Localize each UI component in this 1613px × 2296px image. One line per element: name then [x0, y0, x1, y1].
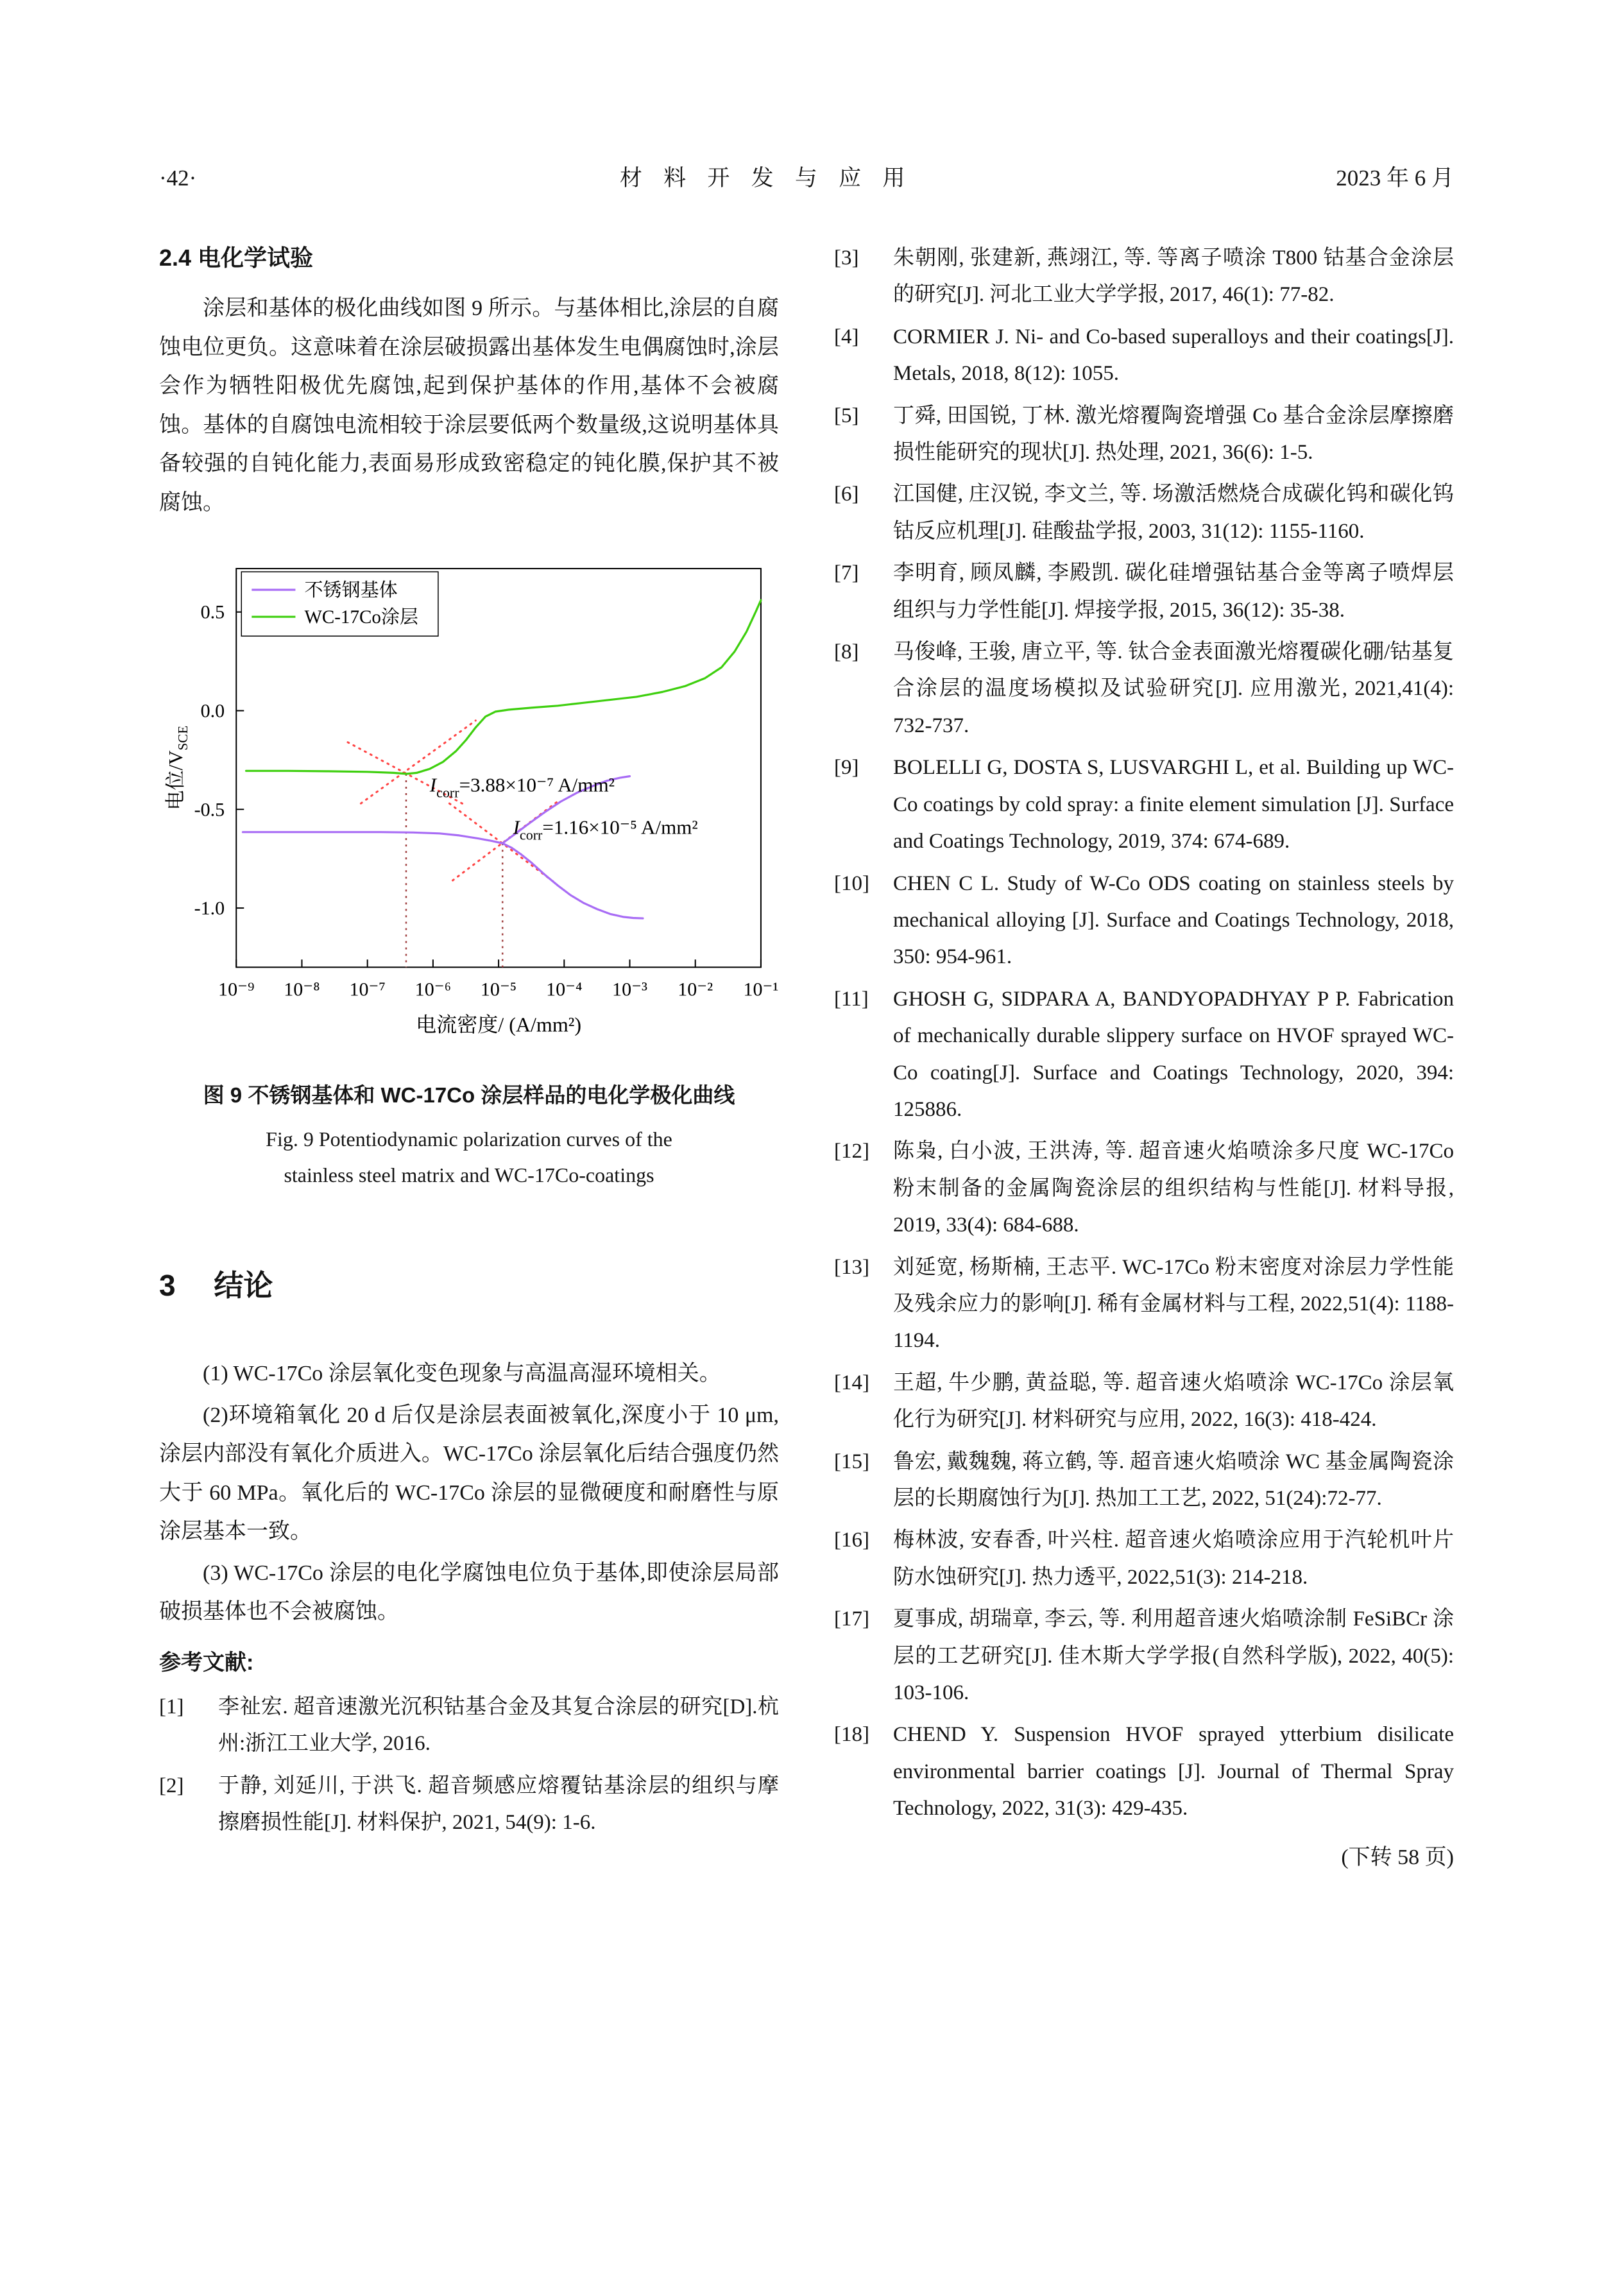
reference-text: CHEN C L. Study of W-Co ODS coating on stainless steels by mechanical alloying [J]. Surface and Coatings Technology, 2018, 350: 954-961.: [893, 871, 1454, 969]
x-tick-label: 10⁻⁴: [546, 978, 583, 1000]
reference-item: [834, 1444, 1454, 1518]
section-2-4-heading: 2.4 电化学试验: [159, 244, 314, 271]
x-tick-label: 10⁻⁹: [218, 978, 255, 1000]
reference-text: CORMIER J. Ni- and Co-based superalloys and their coatings[J]. Metals, 2018, 8(12): 1055.: [893, 325, 1454, 386]
reference-text: BOLELLI G, DOSTA S, LUSVARGHI L, et al. Building up WC-Co coatings by cold spray: a finite element simulation [J]. Surface and Coatings Technology, 2019, 374: 674-689.: [893, 756, 1454, 853]
references-heading: 参考文献:: [159, 1650, 254, 1675]
reference-text: 夏事成, 胡瑞章, 李云, 等. 利用超音速火焰喷涂制 FeSiBCr 涂层的工艺研究[J]. 佳木斯大学学报(自然科学版), 2022, 40(5): 103-106.: [893, 1607, 1454, 1705]
reference-item: [834, 750, 1454, 860]
reference-text: 丁舜, 田国锐, 丁林. 激光熔覆陶瓷增强 Co 基合金涂层摩擦磨损性能研究的现状[J]. 热处理, 2021, 36(6): 1-5.: [893, 404, 1454, 465]
conclusion-3: (3) WC-17Co 涂层的电化学腐蚀电位负于基体,即使涂层局部破损基体也不会被腐蚀。: [159, 1561, 779, 1624]
x-axis-label: 电流密度/ (A/mm²): [416, 1013, 582, 1036]
right-column: [834, 240, 1454, 1871]
reference-text: CHEND Y. Suspension HVOF sprayed ytterbium disilicate environmental barrier coatings [J]. Journal of Thermal Spray Technology, 2022, 31(3): 429-435.: [893, 1723, 1454, 1821]
icorr-annotation: $I_{corr}=3.88\times 10^{-7}$ A/mm²: [429, 773, 615, 801]
reference-text: 刘延宽, 杨斯楠, 王志平. WC-17Co 粉末密度对涂层力学性能及残余应力的影响[J]. 稀有金属材料与工程, 2022,51(4): 1188-1194.: [893, 1255, 1454, 1353]
reference-number: [10]: [834, 871, 869, 895]
reference-number: [7]: [834, 561, 859, 585]
icorr-annotation: $I_{corr}=1.16\times 10^{-5}$ A/mm²: [513, 816, 698, 843]
y-tick-label: -1.0: [194, 897, 225, 920]
x-tick-label: 10⁻⁸: [284, 978, 320, 1000]
issue-date: 2023 年 6 月: [1336, 166, 1454, 191]
reference-item: [834, 1717, 1454, 1827]
reference-number: [15]: [834, 1450, 869, 1473]
reference-text: 梅林波, 安春香, 叶兴柱. 超音速火焰喷涂应用于汽轮机叶片防水蚀研究[J]. 热力透平, 2022,51(3): 214-218.: [893, 1529, 1454, 1589]
reference-text: 陈枭, 白小波, 王洪涛, 等. 超音速火焰喷涂多尺度 WC-17Co 粉末制备的金属陶瓷涂层的组织结构与性能[J]. 材料导报, 2019, 33(4): 684-688.: [893, 1140, 1454, 1237]
x-tick-label: 10⁻⁵: [480, 978, 517, 1000]
reference-item: [834, 1601, 1454, 1711]
polarization-chart: [159, 552, 779, 1060]
left-column: [159, 240, 779, 1871]
section-3-heading: [159, 1262, 779, 1305]
journal-title: 材 料 开 发 与 应 用: [619, 166, 913, 191]
section-3-title: 结论: [214, 1269, 273, 1303]
reference-number: [12]: [834, 1140, 869, 1163]
x-tick-label: 10⁻⁶: [414, 978, 452, 1000]
reference-number: [2]: [159, 1774, 184, 1797]
reference-number: [16]: [834, 1529, 869, 1552]
reference-item: [834, 1249, 1454, 1360]
y-tick-label: 0.0: [200, 699, 225, 722]
reference-number: [3]: [834, 246, 859, 270]
chart-legend: [241, 572, 438, 636]
reference-text: 李明育, 顾凤麟, 李殿凯. 碳化硅增强钴基合金等离子喷焊层组织与力学性能[J]. 焊接学报, 2015, 36(12): 35-38.: [893, 561, 1454, 622]
reference-item: [834, 1522, 1454, 1596]
reference-item: [159, 1768, 779, 1842]
figure-caption-zh: 图 9 不锈钢基体和 WC-17Co 涂层样品的电化学极化曲线: [203, 1083, 735, 1107]
reference-text: 李祉宏. 超音速激光沉积钴基合金及其复合涂层的研究[D].杭州:浙江工业大学, 2016.: [218, 1695, 779, 1756]
reference-number: [5]: [834, 404, 859, 427]
reference-text: GHOSH G, SIDPARA A, BANDYOPADHYAY P P. Fabrication of mechanically durable slippery surface on HVOF sprayed WC-Co coating[J]. Surface and Coatings Technology, 2020, 394: 125886.: [893, 987, 1454, 1121]
y-axis-label: 电位$/V_{SCE}$: [164, 725, 191, 810]
y-tick-label: -0.5: [194, 798, 225, 821]
reference-number: [8]: [834, 640, 859, 664]
conclusion-2: (2)环境箱氧化 20 d 后仅是涂层表面被氧化,深度小于 10 μm,涂层内部没有氧化介质进入。WC-17Co 涂层氧化后结合强度仍然大于 60 MPa。氧化后的 WC-17Co 涂层的显微硬度和耐磨性与原涂层基本一致。: [159, 1403, 779, 1544]
continued-note: (下转 58 页): [1341, 1845, 1454, 1869]
figure-9-caption: [159, 1079, 779, 1194]
reference-item: [834, 1133, 1454, 1244]
x-tick-label: 10⁻⁷: [349, 978, 386, 1000]
reference-number: [11]: [834, 987, 869, 1011]
section-3-number: 3: [159, 1269, 176, 1303]
conclusion-1: (1) WC-17Co 涂层氧化变色现象与高温高湿环境相关。: [203, 1362, 721, 1386]
reference-number: [18]: [834, 1723, 869, 1747]
reference-text: 鲁宏, 戴魏魏, 蒋立鹤, 等. 超音速火焰喷涂 WC 基金属陶瓷涂层的长期腐蚀行为[J]. 热加工工艺, 2022, 51(24):72-77.: [893, 1450, 1454, 1510]
y-tick-label: 0.5: [200, 601, 225, 623]
reference-number: [17]: [834, 1607, 869, 1631]
references-list-left: [159, 1689, 779, 1842]
figure-9: [159, 552, 779, 1193]
reference-item: [834, 1365, 1454, 1439]
section-2-4-paragraph: 涂层和基体的极化曲线如图 9 所示。与基体相比,涂层的自腐蚀电位更负。这意味着在涂层破损露出基体发生电偶腐蚀时,涂层会作为牺牲阳极优先腐蚀,起到保护基体的作用,基体不会被腐蚀。基体的自腐蚀电流相较于涂层要低两个数量级,这说明基体具备较强的自钝化能力,表面易形成致密稳定的钝化膜,保护其不被腐蚀。: [159, 296, 779, 515]
reference-number: [13]: [834, 1255, 869, 1279]
x-tick-label: 10⁻²: [678, 978, 713, 1000]
reference-item: [159, 1689, 779, 1763]
page-number: ·42·: [159, 166, 197, 191]
reference-item: [834, 319, 1454, 393]
two-column-body: [159, 240, 1454, 1871]
reference-number: [1]: [159, 1695, 184, 1719]
x-tick-label: 10⁻¹: [743, 978, 779, 1000]
reference-item: [834, 240, 1454, 314]
reference-number: [6]: [834, 483, 859, 506]
reference-number: [4]: [834, 325, 859, 348]
reference-item: [834, 981, 1454, 1129]
page-header: [159, 160, 1454, 193]
reference-item: [834, 634, 1454, 744]
reference-number: [14]: [834, 1371, 869, 1394]
reference-item: [834, 866, 1454, 976]
legend-label: 不锈钢基体: [304, 580, 398, 601]
legend-label: WC-17Co涂层: [304, 607, 418, 628]
x-tick-label: 10⁻³: [612, 978, 647, 1000]
reference-number: [9]: [834, 756, 859, 780]
reference-item: [834, 398, 1454, 472]
reference-item: [834, 555, 1454, 629]
reference-text: 于静, 刘延川, 于洪飞. 超音频感应熔覆钴基涂层的组织与摩擦磨损性能[J]. 材料保护, 2021, 54(9): 1-6.: [218, 1774, 779, 1835]
figure-caption-en: Fig. 9 Potentiodynamic polarization curves of the stainless steel matrix and WC-17Co-coatings: [266, 1127, 672, 1187]
references-list-right: [834, 240, 1454, 1828]
reference-text: 马俊峰, 王骏, 唐立平, 等. 钛合金表面激光熔覆碳化硼/钴基复合涂层的温度场模拟及试验研究[J]. 应用激光, 2021,41(4): 732-737.: [893, 640, 1454, 737]
reference-text: 朱朝刚, 张建新, 燕翊江, 等. 等离子喷涂 T800 钴基合金涂层的研究[J]. 河北工业大学学报, 2017, 46(1): 77-82.: [893, 246, 1454, 307]
icorr-drop-lines: [406, 774, 502, 967]
reference-item: [834, 476, 1454, 550]
series-1: [243, 832, 642, 918]
reference-text: 江国健, 庄汉锐, 李文兰, 等. 场激活燃烧合成碳化钨和碳化钨钴反应机理[J]. 硅酸盐学报, 2003, 31(12): 1155-1160.: [893, 483, 1454, 543]
reference-text: 王超, 牛少鹏, 黄益聪, 等. 超音速火焰喷涂 WC-17Co 涂层氧化行为研究[J]. 材料研究与应用, 2022, 16(3): 418-424.: [893, 1371, 1454, 1432]
